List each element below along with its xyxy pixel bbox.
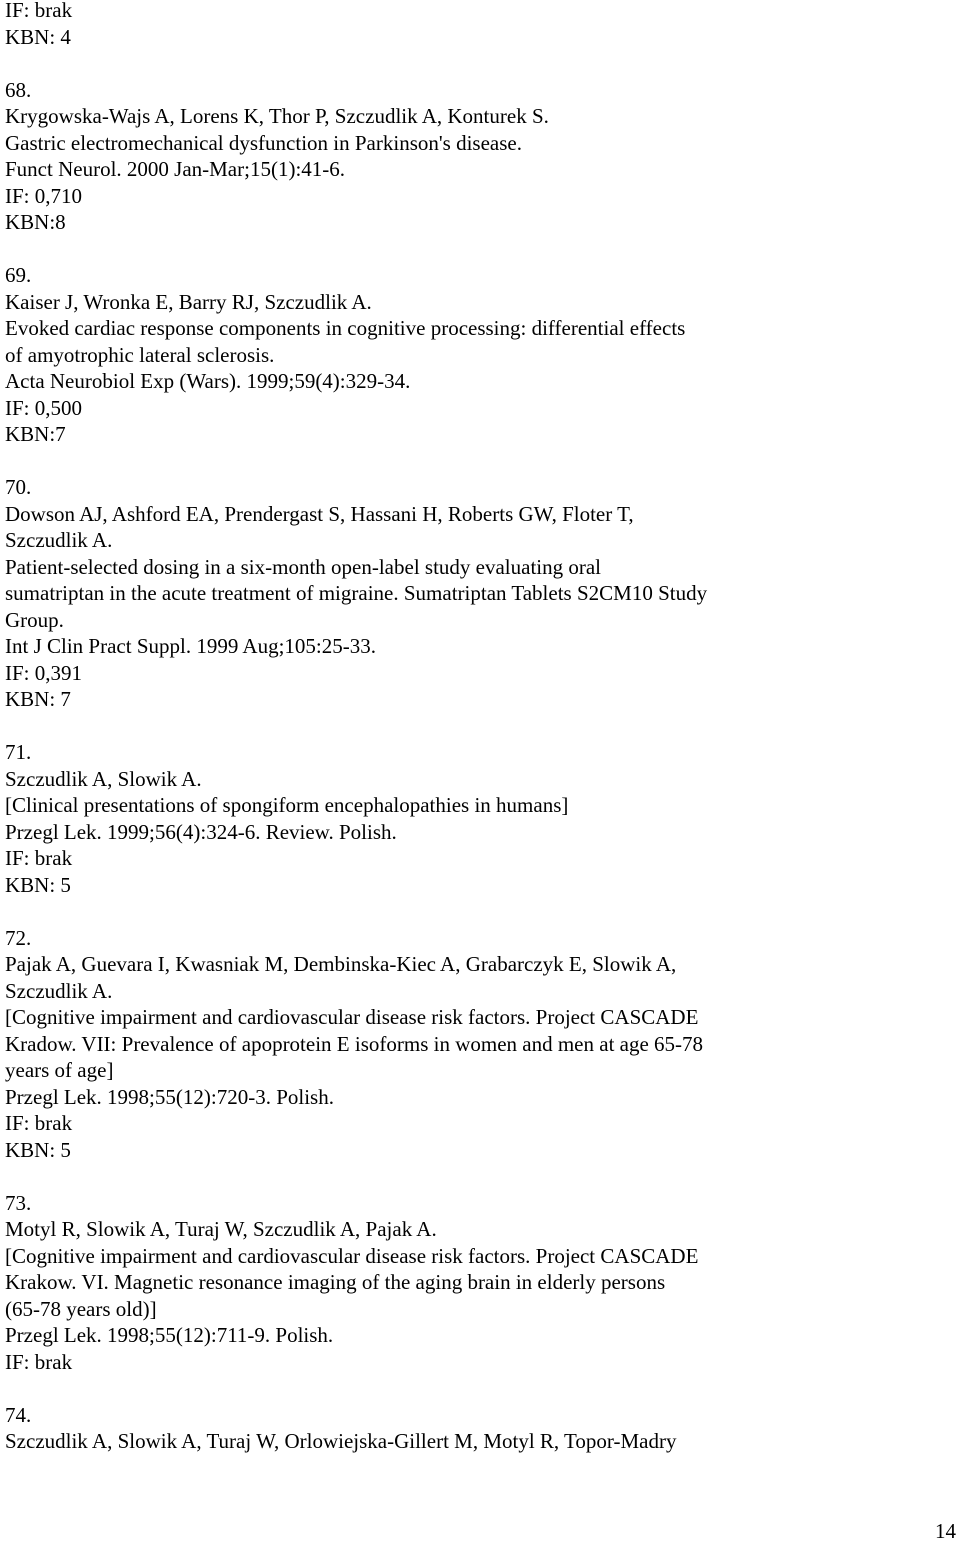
header-lines (5, 0, 945, 50)
reference-entry-74 (5, 1402, 945, 1455)
entry-if: IF: 0,710 (5, 183, 83, 208)
entry-kbn: KBN: 7 (5, 687, 71, 711)
entry-authors: Szczudlik A. (5, 528, 113, 552)
entry-authors: Motyl R, Slowik A, Turaj W, Szczudlik A, Pajak A. (5, 1217, 437, 1241)
entry-number: 69. (5, 263, 32, 287)
entry-title: Krakow. VI. Magnetic resonance imaging of the aging brain in elderly persons (5, 1270, 666, 1294)
entry-authors: Krygowska-Wajs A, Lorens K, Thor P, Szczudlik A, Konturek S. (5, 104, 549, 128)
entry-number: 72. (5, 925, 32, 950)
entry-number: 68. (5, 77, 32, 102)
entry-title: Evoked cardiac response components in cognitive processing: differential effects (5, 316, 686, 340)
entry-number: 74. (5, 1402, 32, 1427)
entry-kbn: KBN: 5 (5, 1137, 71, 1162)
entry-if: IF: brak (5, 1349, 73, 1374)
entry-authors: Dowson AJ, Ashford EA, Prendergast S, Hassani H, Roberts GW, Floter T, (5, 501, 634, 526)
page-number: 14 (935, 1519, 956, 1543)
reference-entry-71 (5, 739, 945, 898)
entry-title: [Cognitive impairment and cardiovascular disease risk factors. Project CASCADE (5, 1005, 699, 1029)
entry-journal: Int J Clin Pract Suppl. 1999 Aug;105:25-33. (5, 634, 377, 658)
entry-journal: Funct Neurol. 2000 Jan-Mar;15(1):41-6. (5, 157, 346, 181)
spacer (5, 50, 945, 77)
entry-title: Gastric electromechanical dysfunction in Parkinson's disease. (5, 130, 522, 155)
entry-journal: Przegl Lek. 1999;56(4):324-6. Review. Polish. (5, 819, 397, 844)
header-if-line: IF: brak (5, 0, 73, 22)
document-page (5, 0, 945, 1455)
spacer (5, 1375, 945, 1402)
entry-title: sumatriptan in the acute treatment of migraine. Sumatriptan Tablets S2CM10 Study (5, 581, 708, 605)
entry-kbn: KBN: 5 (5, 872, 71, 897)
entry-kbn: KBN:7 (5, 422, 66, 446)
entry-title: [Cognitive impairment and cardiovascular disease risk factors. Project CASCADE (5, 1243, 699, 1268)
reference-entry-70 (5, 474, 945, 713)
entry-title: Patient-selected dosing in a six-month open-label study evaluating oral (5, 554, 602, 579)
spacer (5, 898, 945, 925)
spacer (5, 713, 945, 740)
entry-title: of amyotrophic lateral sclerosis. (5, 342, 275, 367)
entry-if: IF: brak (5, 846, 73, 870)
spacer (5, 448, 945, 475)
entry-title: Kradow. VII: Prevalence of apoprotein E isoforms in women and men at age 65-78 (5, 1031, 704, 1056)
entry-authors: Szczudlik A, Slowik A. (5, 766, 202, 791)
entry-authors: Szczudlik A. (5, 978, 113, 1003)
entry-title: years of age] (5, 1058, 114, 1082)
entry-title: [Clinical presentations of spongiform encephalopathies in humans] (5, 793, 569, 817)
reference-entry-68 (5, 77, 945, 236)
entry-number: 71. (5, 740, 32, 764)
entry-if: IF: 0,391 (5, 660, 83, 685)
reference-entry-72 (5, 925, 945, 1164)
entry-authors: Pajak A, Guevara I, Kwasniak M, Dembinska-Kiec A, Grabarczyk E, Slowik A, (5, 952, 677, 976)
reference-entry-73 (5, 1190, 945, 1376)
spacer (5, 236, 945, 263)
entry-if: IF: brak (5, 1111, 73, 1135)
entry-if: IF: 0,500 (5, 395, 83, 420)
reference-entry-69 (5, 262, 945, 448)
entry-number: 70. (5, 475, 32, 499)
entry-title: (65-78 years old)] (5, 1296, 157, 1321)
entry-title: Group. (5, 607, 64, 632)
entry-kbn: KBN:8 (5, 210, 66, 234)
spacer (5, 1163, 945, 1190)
entry-journal: Przegl Lek. 1998;55(12):720-3. Polish. (5, 1084, 334, 1109)
entry-authors: Kaiser J, Wronka E, Barry RJ, Szczudlik A. (5, 289, 372, 314)
entry-authors: Szczudlik A, Slowik A, Turaj W, Orlowiejska-Gillert M, Motyl R, Topor-Madry (5, 1429, 677, 1453)
entry-journal: Przegl Lek. 1998;55(12):711-9. Polish. (5, 1323, 334, 1347)
header-kbn-line: KBN: 4 (5, 24, 71, 49)
entry-number: 73. (5, 1190, 32, 1215)
entry-journal: Acta Neurobiol Exp (Wars). 1999;59(4):329-34. (5, 369, 411, 393)
